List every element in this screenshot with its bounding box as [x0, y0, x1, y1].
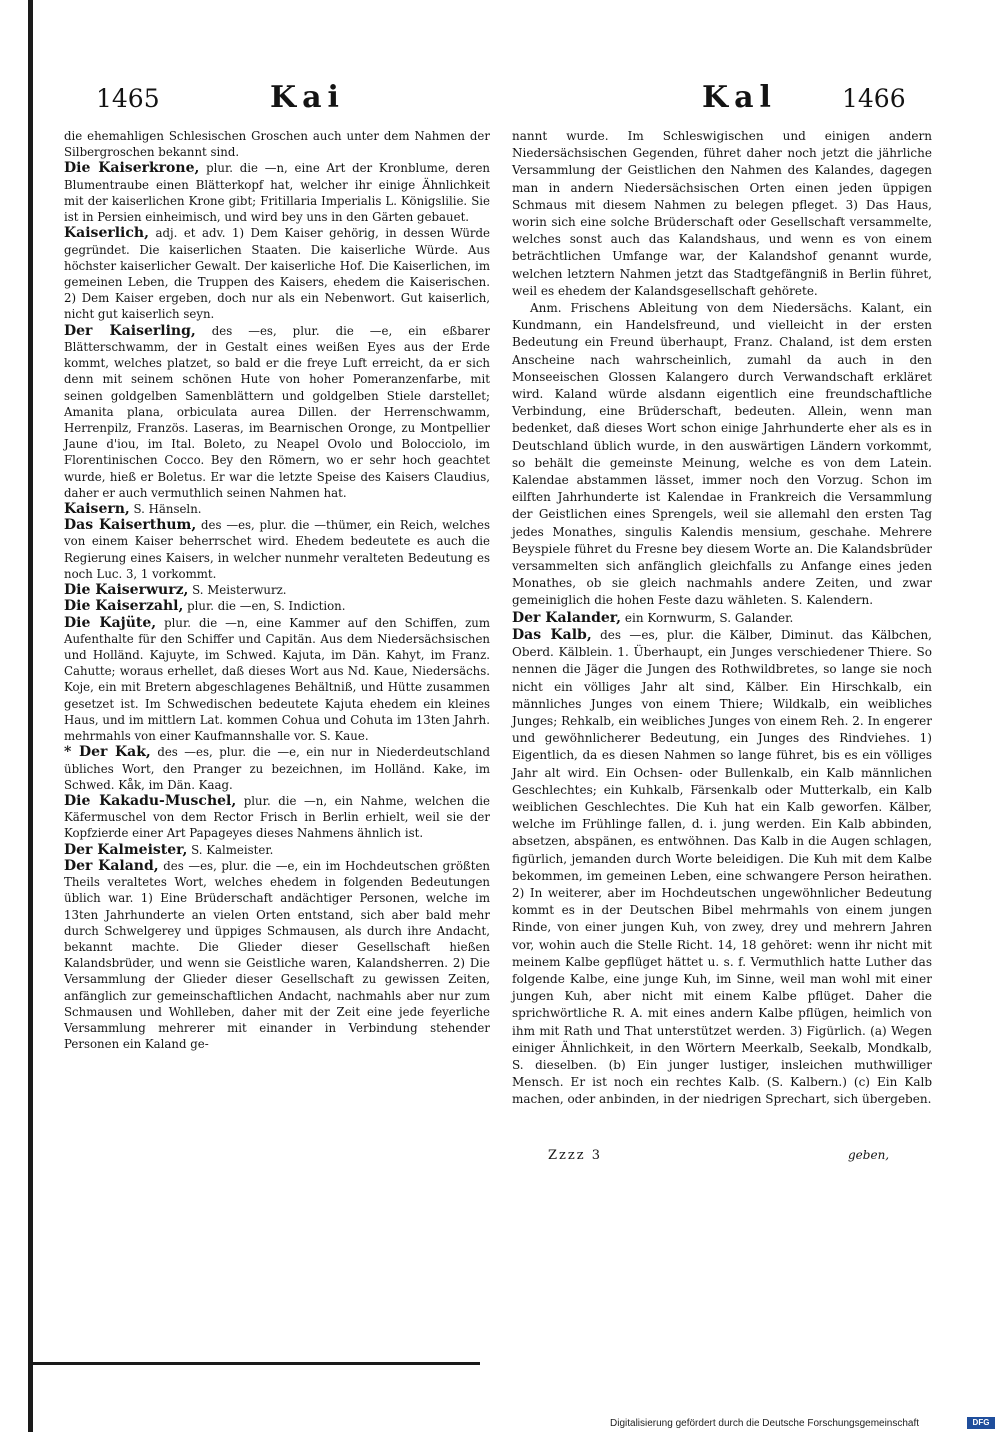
dictionary-entry [64, 323, 490, 501]
entry-text: Anm. Frischens Ableitung von dem Niedersächs. Kalant, ein Kundmann, ein Handelsfreund, und vielleicht in der ersten Bedeutung ein Freund überhaupt, Franz. Chaland, ist dem ersten Anscheine nach wahrscheinlich, zumahl da auch in den Monseeischen Glossen Kalangero durch Verwandschaft erkläret wird. Kaland würde alsdann eigentlich eine freundschaftliche Verbindung, eine Brüderschaft, bedeuten. Allein, wenn man bedenket, daß dieses Wort schon einige Jahrhunderte eher als es in Deutschland üblich wurde, in den auswärtigen Ländern vorkommt, so behält die gemeinste Meinung, welche es von dem Latein. Kalendae abstammen lässet, immer noch den Vorzug. Schon im eilften Jahrhunderte ist Kalendae in Frankreich die Versammlung der Geistlichen eines Sprengels, weil sie allemahl den ersten Tag jedes Monathes, singulis Kalendis mensium, geschahe. Mehrere Beyspiele führet du Fresne bey diesem Worte an. Die Kalandsbrüder versammelten sich anfänglich gleichfalls zu Anfange eines jeden Monathes, ob sie gleich nachmahls andere Zeiten, und zwar gemeiniglich die hohen Feste dazu wähleten. S. Kalendern. [512, 301, 932, 608]
entry-text: des —es, plur. die —e, ein nur in Niederdeutschland übliches Wort, den Pranger zu bezeichnen, im Holländ. Kake, im Schwed. Kåk, im Dän. Kaag. [64, 745, 490, 792]
dictionary-entry [64, 598, 490, 614]
left-running-headword: Kai [270, 80, 345, 115]
dictionary-entry [64, 160, 490, 225]
dfg-logo: DFG [967, 1417, 995, 1429]
left-page-number: 1465 [96, 84, 160, 113]
entry-text: plur. die —n, eine Kammer auf den Schiffen, zum Aufenthalte für den Schiffer und Capitän. Aus dem Niedersächsischen und Holländ. Kajuyte, im Schwed. Kajuta, im Dän. Kahyt, im Franz. Cahutte; woraus erhellet, daß dieses Wort aus Nd. Kaue, Niedersächs. Koje, ein mit Bretern abgeschlagenes Behältniß, und Hütte zusammen gesetzet ist. Im Schwedischen bedeutete Kajuta ehedem ein kleines Haus, und im mittlern Lat. kommen Cohua und Cohuta im 13ten Jahrh. mehrmahls von einer Kaufmannshalle vor. S. Kaue. [64, 615, 490, 744]
dictionary-entry [512, 610, 932, 627]
entry-text: des —es, plur. die Kälber, Diminut. das Kälbchen, Oberd. Kälblein. 1. Überhaupt, ein Junges verschiedener Thiere. So nennen die Jäger die Jungen des Rothwildbretes, so lange sie noch nicht ein völliges Jahr alt sind, Kälber. Ein Hirschkalb, ein männliches Junges von einem Thiere; Wildkalb, ein weibliches Junges; Rehkalb, ein weibliches Junges von einem Reh. 2. In engerer und gewöhnlicherer Bedeutung, ein Junges des Rindviehes. 1) Eigentlich, da es diesen Nahmen so lange führet, bis es ein völliges Jahr alt wird. Ein Ochsen- oder Bullenkalb, ein Kalb männlichen Geschlechtes; ein Kuhkalb, Färsenkalb oder Mutterkalb, ein Kalb weiblichen Geschlechtes. Die Kuh hat ein Kalb geworfen. Kälber, welche im Frühlinge fallen, d. i. jung werden. Ein Kalb abbinden, absetzen, abspänen, es entwöhnen. Das Kalb in die Augen schlagen, figürlich, jemanden durch Worte beleidigen. Die Kuh mit dem Kalbe bekommen, im gemeinen Leben, eine schwangere Person heirathen. 2) In weiterer, aber im Hochdeutschen ungewöhnlicher Bedeutung kommt es in der Deutschen Bibel mehrmahls von einem jungen Rinde, von einer jungen Kuh, von zwey, drey und mehrern Jahren vor, wohin auch die Stelle Richt. 14, 18 gehöret: wenn ihr nicht mit meinem Kalbe gepflüget hättet u. s. f. Vermuthlich hatte Luther das folgende Kalbe, eine junge Kuh, im Sinne, weil man wohl mit einer jungen Kuh, aber nicht mit einem Kalbe pflüget. Daher die sprichwörtliche R. A. mit eines andern Kalbe pflügen, heimlich von ihm mit Rath und That unterstützet werden. 3) Figürlich. (a) Wegen einiger Ähnlichkeit, in den Wörtern Meerkalb, Seekalb, Mondkalb, S. dieselben. (b) Ein junger lustiger, insleichen muthwilliger Mensch. Er ist noch ein rechtes Kalb. (S. Kalbern.) (c) Ein Kalb machen, oder anbinden, in der niedrigen Sprechart, sich übergeben. [512, 627, 932, 1107]
entry-text: adj. et adv. 1) Dem Kaiser gehörig, in dessen Würde gegründet. Die kaiserlichen Staaten. Die kaiserliche Würde. Aus höchster kaiserlicher Gewalt. Der kaiserliche Hof. Die Kaiserlichen, im gemeinen Leben, die Truppen des Kaisers, ehedem die Kaiserischen. 2) Dem Kaiser ergeben, doch nur als ein Nebenwort. Gut kaiserlich, nicht gut kaiserlich seyn. [64, 226, 490, 322]
right-page-number: 1466 [842, 84, 906, 113]
dictionary-entry [64, 858, 490, 1053]
entry-text: ein Kornwurm, S. Galander. [624, 610, 794, 625]
entry-headword: Kaiserlich, [64, 225, 149, 242]
entry-headword: Das Kalb, [512, 626, 592, 643]
signature-mark: Zzzz 3 [548, 1148, 602, 1163]
dictionary-entry [64, 128, 490, 160]
dictionary-entry [64, 517, 490, 582]
dictionary-entry [64, 744, 490, 793]
catchword: geben, [848, 1148, 890, 1162]
entry-headword: Die Kajüte, [64, 614, 157, 631]
dictionary-entry [64, 501, 490, 517]
page-bottom-edge [28, 1362, 480, 1365]
entry-text: S. Kalmeister. [191, 842, 274, 857]
right-running-headword: Kal [702, 80, 777, 115]
dictionary-entry [64, 582, 490, 598]
entry-headword: Die Kakadu-Muschel, [64, 792, 237, 809]
entry-text: des —es, plur. die —thümer, ein Reich, welches von einem Kaiser beherrschet wird. Ehedem bedeutete es auch die Regierung eines Kaisers, in welcher nunmehr veralteten Bedeutung es noch Luc. 3, 1 vorkommt. [64, 518, 490, 581]
dictionary-entry [64, 615, 490, 745]
entry-text: S. Meisterwurz. [192, 583, 287, 598]
dictionary-entry [512, 627, 932, 1109]
entry-headword: Das Kaiserthum, [64, 517, 197, 534]
entry-text: die ehemahligen Schlesischen Groschen auch unter dem Nahmen der Silbergroschen bekannt sind. [64, 129, 490, 160]
entry-headword: Der Kaland, [64, 857, 159, 874]
entry-headword: Die Kaiserzahl, [64, 598, 184, 615]
entry-headword: Kaisern, [64, 501, 130, 518]
footer-funding-note: Digitalisierung gefördert durch die Deutsche Forschungsgemeinschaft [610, 1418, 920, 1429]
dictionary-entry [64, 842, 490, 858]
entry-headword: Die Kaiserkrone, [64, 160, 200, 177]
entry-text: plur. die —n, ein Nahme, welchen die Käfermuschel von dem Rector Frisch in Berlin erhielt, weil sie der Kopfzierde einer Art Papageyes dieses Nahmens ähnlich ist. [64, 793, 490, 841]
entry-text: S. Hänseln. [133, 502, 202, 517]
dictionary-entry [64, 793, 490, 842]
entry-headword: Die Kaiserwurz, [64, 582, 189, 599]
entry-text: nannt wurde. Im Schleswigischen und einigen andern Niedersächsischen Gegenden, führet daher noch jetzt die jährliche Versammlung der Geistlichen den Nahmen des Kalandes, dagegen man in andern Niedersächsischen Orten einen jeden üppigen Schmaus mit diesem Nahmen zu belegen pfleget. 3) Das Haus, worin sich eine solche Brüderschaft oder Gesellschaft versammelte, welches sonst auch das Kalandshaus, und wenn es von einem beträchtlichen Umfange war, der Kalandshof genannt wurde, welchen letztern Nahmen jetzt das Stadtgefängniß in Berlin führet, weil es ehedem der Kalandsgesellschaft gehörete. [512, 129, 932, 298]
entry-headword: * Der Kak, [64, 744, 151, 761]
entry-headword: Der Kalander, [512, 609, 622, 626]
entry-text: des —es, plur. die —e, ein im Hochdeutschen größten Theils veraltetes Wort, welches ehedem in folgenden Bedeutungen üblich war. 1) Eine Brüderschaft andächtiger Personen, welche im 13ten Jahrhunderte an vielen Orten entstand, sich aber bald mehr durch Schwelgerey und üppiges Schmausen, als durch ihre Andacht, bekannt machte. Die Glieder dieser Gesellschaft hießen Kalandsbrüder, und wenn sie Geistliche waren, Kalandsherren. 2) Die Versammlung der Glieder dieser Gesellschaft zu gewissen Zeiten, anfänglich zur gemeinschaftlichen Andacht, nachmahls aber nur zum Schmausen und Wohlleben, daher mit der Zeit eine jede feyerliche Versammlung mehrerer mit einander in Verbindung stehender Personen ein Kaland ge- [64, 858, 490, 1052]
entry-headword: Der Kaiserling, [64, 322, 196, 339]
page-left-edge [28, 0, 33, 1432]
right-text-column [512, 128, 932, 1109]
dictionary-entry [512, 300, 932, 610]
entry-headword: Der Kalmeister, [64, 841, 188, 858]
left-text-column [64, 128, 490, 1052]
dictionary-entry [512, 128, 932, 300]
entry-text: plur. die —n, eine Art der Kronblume, deren Blumentraube einen Blätterkopf hat, welcher ihr einige Ähnlichkeit mit der kaiserlichen Krone gibt; Fritillaria Imperialis L. Königslilie. Sie ist in Persien einheimisch, und wird bey uns in den Gärten gebauet. [64, 161, 490, 225]
entry-text: des —es, plur. die —e, ein eßbarer Blätterschwamm, der in Gestalt eines weißen Eyes aus der Erde kommt, welches platzet, so bald er die freye Luft erreicht, da er sich denn mit seinem schönen Hute von hoher Pomeranzenfarbe, mit seinen goldgelben Samenblättern und goldgelben Stiele darstellet; Amanita plana, orbiculata aurea Dillen. der Herrenschwamm, Herrenpilz, Französ. Laseras, im Bearnischen Oronge, zu Montpellier Jaune d'iou, im Ital. Boleto, zu Neapel Ovolo und Bolocciolo, im Florentinischen Cocco. Bey den Römern, wo er sehr hoch geachtet wurde, hieß er Boletus. Er war die letzte Speise des Kaisers Claudius, daher er auch vermuthlich seinen Nahmen hat. [64, 323, 490, 500]
entry-text: plur. die —en, S. Indiction. [187, 599, 346, 614]
dictionary-entry [64, 225, 490, 322]
